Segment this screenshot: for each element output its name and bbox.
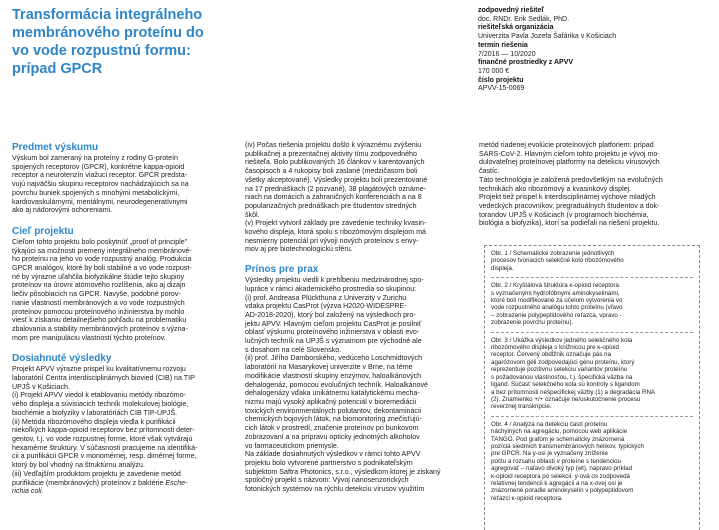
title-line: prípad GPCR <box>12 61 103 77</box>
paragraph-publications: (iv) Počas riešenia projektu došlo k výraznému zvýšeniu publikačnej a prezentačnej aktivity tímu zodpovedného riešiteľa. Bolo publikovaných 16 článkov v karentovaných časopisoch a 4 rukopisy boli zaslané (medzičasom boli všetky akceptované). Výsledky projektu boli prezentované na 17 prednáškach (2 pozvané), 38 plagátových oznáme- niach na domácich a zahraničných konferenciách a na 8 popularizačných prednáškach pre študentov stredných škôl. (v) Projekt vytvoril základy pre zavedenie techniky kvasin- kového displeja, ktorá spolu s ribozómovým displejom má nesmierny potenciál pri vývoji nových proteínov s envy- mov aj pre biotechnologickú sféru. <box>245 141 428 254</box>
heading-practical-benefit: Prínos pre prax <box>245 264 319 276</box>
paragraph-project-goal: Cieľom tohto projektu bolo poskytnúť „proof of principle" týkajúci sa možnosti premeny integrálneho membránové- ho proteínu na jeho vo vode rozpustný analóg. Produkcia GPCR analógov, ktoré by boli stabilné a vo vode rozpust- né by výrazne uľahčila biofyzikálne štúdie tejto skupiny proteínov na úrovni atómového rozlíšenia, ako aj dizajn liečiv pôsobiacich na GPCR. Navyše, podobné porov- nanie vlastností membránových a vo vode rozpustných proteínov pomocou proteínového inžinierstva by mohlo viesť k získaniu detailnejšieho pohľadu na problematiku zbalovania a stability membránových proteínov s význa- mom pre manipuláciu vlastností týchto proteínov. <box>12 237 192 342</box>
value-funding: 170 000 € <box>478 67 510 75</box>
title-line: vo vode rozpustnú formu: <box>12 43 191 59</box>
paragraph-practical-benefit: Výsledky projektu viedli k prehĺbeniu medzinárodnej spo- lupráce v rámci akademického prostredia so skupinou: (i) prof. Andreasa Plückthuna z Univerzity v Zurichu vdaka projektu CasProt (výzva H2020-WIDESPRE- AD-2018-2020), ktorý bol založený na výsledkoch pro- jektu APVV. Hlavným cieľom projektu CasProt je posilniť oblasť výskumu proteínového inžinierstva v oblasti evo- lučných techník na UPJŠ s významom pre východné ale s dosahom na celé Slovensko. (ii) prof. Jiřího Damborského, vedúceho Loschmidtových laboratórií na Masarykovej univerzite v Brne, na téme modifikácie vlastností skupiny enzýmov, haloalkánových dehalogenáz, pomocou evolučných techník. Haloalkánové dehalogenázy vďaka unikátnemu katalytickému mecha- nizmu majú vysoký aplikačný potenciál v bioremediácii toxických environmentálnych polutantov, dekontaminácii chemických bojových látok, na biomonitoring znečisťujú- cich látok v prostredí, značenie proteínov pri bunkovom zobrazovaní a na prípravu opticky jednotných alkoholov vo farmaceutickom priemysle. Na základe dosiahnutých výsledkov v rámci tohto APVV projektu bolo vytvorené partnerstvo s podnikateľským subjektom Saftra Photonics, s.r.o., výsledkom ktorej je ziskaný spoločný projekt s názvom: Vývoj nanosenzorických fotonických systémov na rýchlu detekciu vírusov využitím <box>245 276 441 494</box>
title-line: Transformácia integrálneho <box>12 7 203 23</box>
heading-research-subject: Predmet výskumu <box>12 142 99 153</box>
value-project-number: APVV-15-0069 <box>478 85 525 93</box>
paragraph-research-subject: Výskum bol zameraný na proteíny z rodiny G-proteín spojených receptorov (GPCR), konkrétne kappa-opioid receptor a neurotenzín viažuci receptor. GPCR predsta- vujú najväčšiu skupinu receptorov nachádzajúcich sa na povrchu buniek spojených s mnohými metabolickými, kardiovaskulárnymi, mentálnymi, neurodegeneratívnymi ako aj nádorovými ochoreniami. <box>12 154 189 215</box>
value-investigator: doc. RNDr. Erik Sedlák, PhD. <box>478 15 570 23</box>
column-3 <box>479 141 711 228</box>
label-term: termín riešenia <box>478 41 528 49</box>
figure-caption-4: Obr. 4 / Analýza na detekciu častí proteínu náchylných na agregáciu, pomocou web aplikácie TANGO. Pod grafom je schematicky znázornená pozícia siedmich transmembránových helixov, typických pre GPCR. Na y-osi je vyznačený zníženie počtu a rozsahu oblastí v proteíne s tendenciou agregovať – naľavo divoký typ (wt), napravo príklad κ-opioid receptora po selekcii. y-ová os zodpovedá relatívnej tendencii k agregácii a na x-ovej osi je znázornené poradie aminokyselín v polypeptidovom reťazci κ-opioid receptora. <box>491 420 644 502</box>
figure-captions-box <box>484 245 700 530</box>
figure-caption-2: Obr. 2 / Kryštálová štruktúra κ-opioid receptora s vyznačenými hydrofóbnymi aminokyselinami, ktoré boli modifikované za účelom vytvorenia vo vode rozpustného analógu tohto proteínu (vľavo – zobrazenie polypeptidového reťazca, vpravo - zobrazenie povrchu proteínu). <box>491 282 623 327</box>
figure-caption-1: Obr. 1 / Schematické zobrazenie jednotlivých procesov tvoriacich selekčné kolo ribozómového displeja. <box>491 250 624 272</box>
title-line: membránového proteínu do <box>12 25 204 41</box>
column-1 <box>12 142 240 496</box>
paragraph-results: Projekt APVV výrazne prispel ku kvalitatívnemu rozvoju laboratórií Centra interdisciplinárnych biovied (CIB) na TIP UPJŠ v Košiciach. (i) Projekt APVV viedol k etablovaniu metódy ribozómo- vého displeja a súvisiacich techník molekulovej biológie, biochémie a biofyziky v laboratóriách CIB TIP-UPJŠ. (ii) Metóda ribozómového displeja viedla k purifikácii niekoľkých kappa-opioid receptorov bez prítomnosti deter- gentov, t.j. vo vode rozpustnej forme, ktoré však vytvárajú hexamérne štruktúry. V súčasnosti pracujeme na identifiká- cii a purifikácii GPCR v monomérnej, resp. dimérnej forme, ktorý by bol vhodný na štruktúrnu analýzu. (iii) Vedľajším produktom projektu je zavedenie metód purifikácie (membránových) proteínov z baktérie Esche- richia coli. <box>12 365 198 496</box>
paragraph-continuation: metód riadenej evolúcie proteínových platforiem: prípad SARS-CoV-2. Hlavným cieľom tohto projektu je vývoj mo- dulovateľnej proteínovej platformy na detekciu vírusových častíc. Táto technológia je založená predovšetkým na evolučných technikách ako ribozómový a kvasinkový displej. Projekt tiež prispel k interdisciplinárnej výchove mladých vedeckých pracovníkov, pregraduálnych študentov a dok- torandov UPJŠ v Košiciach (v programoch biochémia, biológia a biofyzika), ktorí sa podieľali na riešení projektu. <box>479 141 663 228</box>
column-2 <box>245 141 469 494</box>
project-info <box>478 7 713 94</box>
figure-caption-3: Obr. 3 / Ukážka výsledkov jedného selekčného kola ribozómového displeja s knižnicou pre κ-opioid receptor. Červený obdĺžnik označuje pás na agarózovom geli zodpovedajúci génu proteínu, ktorý reprezentuje pozitívnu selekciu variantov proteínu s požadovanou vlastnosťou, t.j. špecifická väzba na ligand. Súčasť selekčného kola sú kontroly s ligandom a bez prítomnosti nešpecifickej väzby (1) a degradácia RNA (2). Znamienko +/+ označuje ne/uskutočnenie procesu reverznej transkripcie. <box>491 336 656 411</box>
page-title <box>12 6 232 78</box>
value-organization: Univerzita Pavla Jozefa Šafárika v Košiciach <box>478 33 617 41</box>
heading-project-goal: Cieľ projektu <box>12 225 74 237</box>
label-organization: riešiteľská organizácia <box>478 24 554 32</box>
value-term: 7/2016 — 10/2020 <box>478 50 536 58</box>
label-investigator: zodpovedný riešiteľ <box>478 7 545 14</box>
label-project-number: číslo projektu <box>478 76 524 84</box>
label-funding: finančné prostriedky z APVV <box>478 59 574 67</box>
heading-results: Dosiahnuté výsledky <box>12 353 112 365</box>
